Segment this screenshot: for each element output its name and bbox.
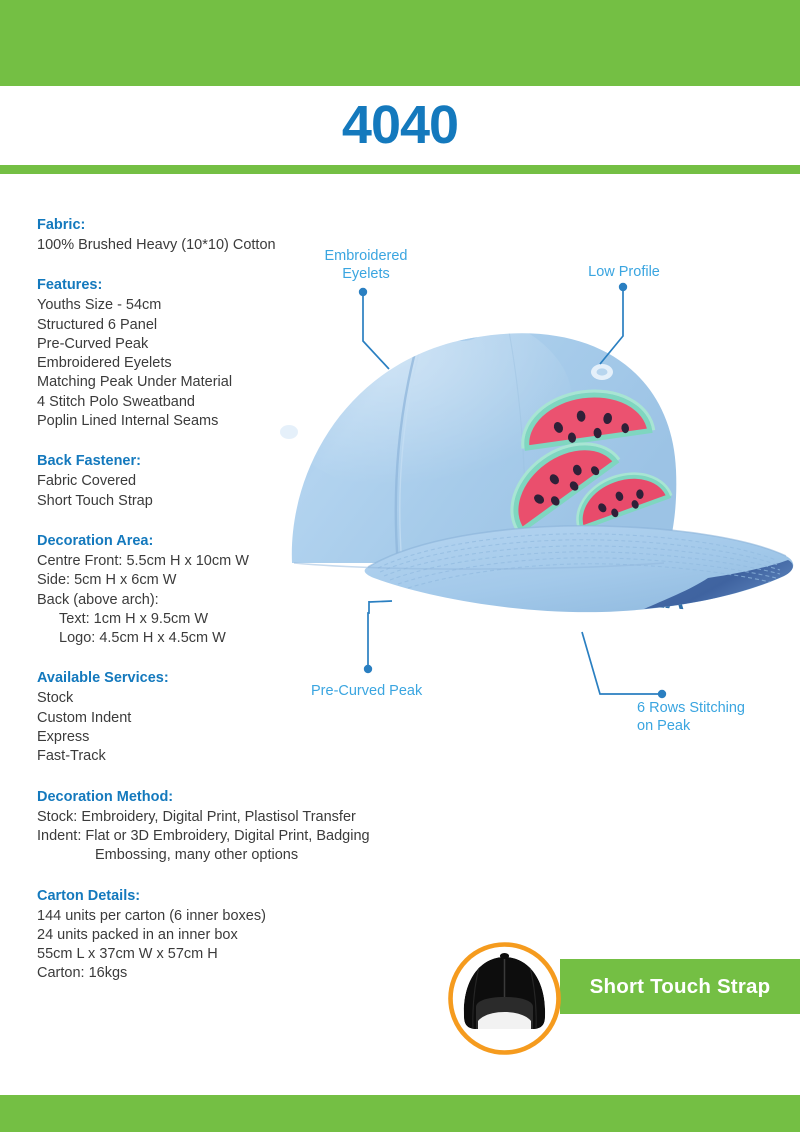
- footer-green-band: [0, 1095, 800, 1132]
- spec-line: 24 units packed in an inner box: [37, 926, 238, 943]
- spec-line: Embroidered Eyelets: [37, 355, 172, 372]
- callout-pre-curved-peak-line1: Pre-Curved Peak: [311, 683, 423, 699]
- spec-line: Fast-Track: [37, 748, 106, 765]
- spec-line: Poplin Lined Internal Seams: [37, 413, 219, 430]
- leader-dot-low-profile: [619, 283, 627, 291]
- spec-line: Pre-Curved Peak: [37, 335, 149, 352]
- spec-heading-fabric: Fabric:: [37, 217, 86, 233]
- spec-line: 4 Stitch Polo Sweatband: [37, 393, 195, 410]
- spec-line: Structured 6 Panel: [37, 316, 158, 333]
- spec-line: Matching Peak Under Material: [37, 374, 233, 391]
- spec-line: 100% Brushed Heavy (10*10) Cotton: [37, 237, 276, 253]
- spec-line: Carton: 16kgs: [37, 965, 128, 982]
- spec-line: Side: 5cm H x 6cm W: [37, 572, 177, 589]
- spec-line: Fabric Covered: [37, 473, 137, 490]
- callout-pre-curved-peak: [311, 682, 501, 700]
- product-image-youth-cap: [272, 320, 800, 620]
- spec-heading-features: Features:: [37, 277, 103, 294]
- spec-line: 55cm L x 37cm W x 57cm H: [37, 946, 218, 963]
- spec-line: Embossing, many other options: [95, 847, 299, 864]
- spec-line: Express: [37, 729, 90, 746]
- spec-line: Back (above arch):: [37, 591, 159, 608]
- feature-badge-label: Short Touch Strap: [589, 974, 771, 998]
- spec-line: 144 units per carton (6 inner boxes): [37, 907, 266, 924]
- callout-low-profile: [560, 263, 688, 281]
- spec-heading-carton-details: Carton Details:: [37, 887, 141, 904]
- spec-line: Stock: [37, 690, 74, 707]
- cap-eyelet-secondary-icon: [280, 425, 298, 439]
- spec-heading-back-fastener: Back Fastener:: [37, 453, 141, 470]
- title-divider-rule: [0, 165, 800, 174]
- header-green-band: [0, 0, 800, 86]
- spec-line: Text: 1cm H x 9.5cm W: [59, 610, 209, 627]
- spec-line: Custom Indent: [37, 709, 132, 726]
- cap-back-view-icon: [447, 941, 562, 1056]
- cap-eyelet-icon: [591, 364, 613, 380]
- spec-line: Indent: Flat or 3D Embroidery, Digital Print, Badging: [37, 827, 370, 844]
- spec-line: Logo: 4.5cm H x 4.5cm W: [59, 630, 226, 647]
- leader-dot-stitching: [658, 690, 666, 698]
- callout-embroidered-eyelets-line1: Embroidered: [324, 248, 408, 264]
- spec-line: Stock: Embroidery, Digital Print, Plastisol Transfer: [37, 808, 356, 825]
- spec-line: Youths Size - 54cm: [37, 297, 162, 314]
- callout-six-rows-stitching: [637, 699, 800, 735]
- spec-block-carton-details: [37, 886, 467, 984]
- spec-heading-available-services: Available Services:: [37, 670, 169, 687]
- callout-low-profile-line1: Low Profile: [588, 264, 660, 280]
- cap-button: [500, 953, 509, 959]
- callout-six-rows-stitching-line1: 6 Rows Stitching: [637, 700, 745, 716]
- callout-six-rows-stitching-line2: on Peak: [637, 718, 691, 734]
- spec-heading-decoration-method: Decoration Method:: [37, 788, 174, 805]
- spec-heading-decoration-area: Decoration Area:: [37, 532, 154, 549]
- feature-badge-banner: [560, 959, 800, 1014]
- callout-embroidered-eyelets-line2: Eyelets: [342, 266, 390, 282]
- spec-line: Centre Front: 5.5cm H x 10cm W: [37, 552, 249, 569]
- page-title: 4040: [341, 95, 459, 155]
- spec-block-decoration-method: [37, 787, 467, 866]
- feature-badge: [447, 941, 800, 1061]
- spec-line: Short Touch Strap: [37, 492, 153, 509]
- callout-embroidered-eyelets: [301, 247, 431, 283]
